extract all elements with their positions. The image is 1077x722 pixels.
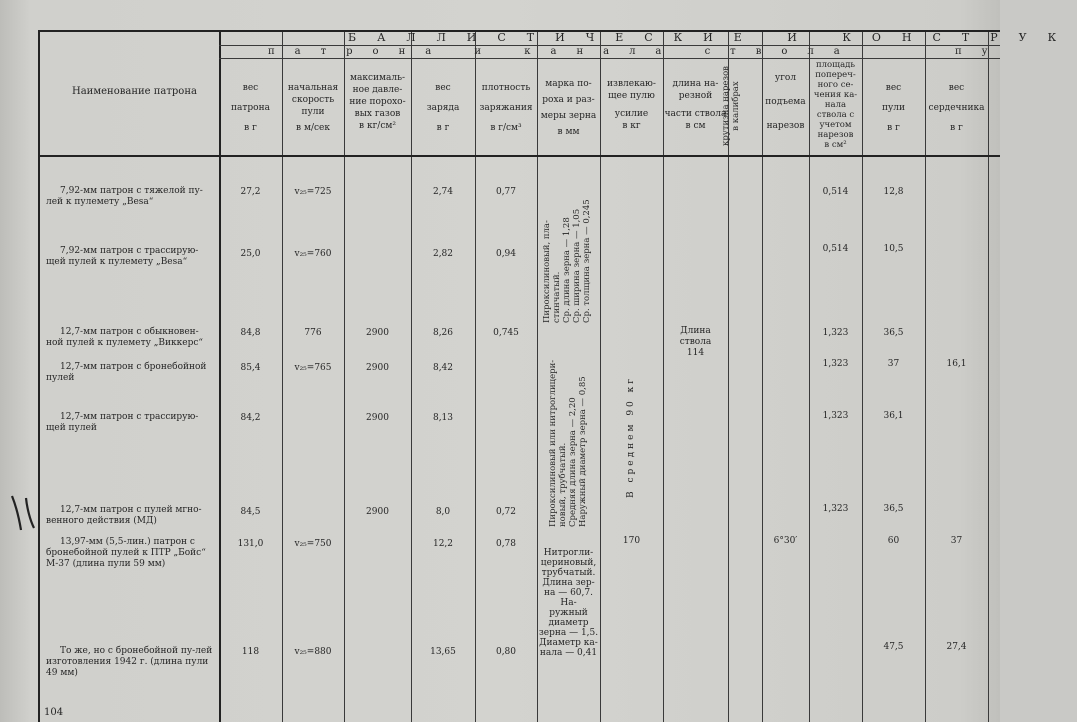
column-divider: [600, 30, 601, 722]
col-header-bore-area: площадь попереч- ного се- чения ка- нала ствола с учетом нарезов в см²: [813, 60, 858, 150]
row-3-velocity: v₂₅=765: [294, 363, 332, 373]
row-6-bullet-weight: 60: [887, 536, 900, 546]
row-7-density: 0,80: [495, 647, 517, 657]
table-border-left: [38, 30, 40, 722]
row-6-velocity: v₂₅=750: [294, 539, 332, 549]
row-1-velocity: v₂₅=760: [294, 249, 332, 259]
col-header-bullet-weight: вес пули в г: [881, 83, 905, 133]
row-2-bullet-weight: 36,5: [883, 328, 904, 338]
col-header-extraction: извлекаю- щее пулю усилие в кг: [607, 79, 656, 131]
row-4-name: 12,7-мм патрон с трассирую-щей пулей: [46, 412, 199, 433]
row-7-bullet-weight: 47,5: [883, 642, 904, 652]
col-header-charge: вес заряда в г: [426, 83, 460, 133]
header-rule: [219, 58, 1000, 59]
row-3-core-weight: 16,1: [946, 359, 967, 369]
row-7-weight: 118: [241, 647, 260, 657]
col-header-core-weight: вес сердечника в г: [928, 83, 985, 133]
row-4-charge: 8,13: [432, 413, 454, 423]
subgroup-cartridge: патрона и канала ствола: [268, 46, 860, 57]
row-5-charge: 8,0: [435, 507, 451, 517]
row-6-density: 0,78: [495, 539, 517, 549]
header-bottom-rule: [38, 155, 1000, 157]
row-6-core-weight: 37: [950, 536, 963, 546]
name-column-header: Наименование патрона: [72, 86, 197, 97]
col-header-twist: крутизна нарезов в калибрах: [721, 66, 741, 146]
row-0-area: 0,514: [822, 187, 849, 197]
page-number: 104: [44, 707, 64, 718]
row-6-charge: 12,2: [432, 539, 454, 549]
group-title: БАЛЛИСТИЧЕСКИЕ И КОНСТРУК: [348, 31, 1077, 44]
col-header-velocity: начальная скорость пули в м/сек: [287, 83, 339, 133]
row-2-density: 0,745: [493, 328, 519, 338]
extraction-average-note: В среднем 90 кг: [626, 376, 636, 498]
col-header-density: плотность заряжания в г/см³: [479, 83, 533, 133]
row-4-weight: 84,2: [240, 413, 261, 423]
col-header-weight: вес патрона в г: [231, 83, 270, 133]
row-7-velocity: v₂₅=880: [294, 647, 332, 657]
subgroup-bullet: пу: [955, 46, 1008, 57]
row-4-area: 1,323: [822, 411, 849, 421]
row-2-charge: 8,26: [432, 328, 454, 338]
row-4-bullet-weight: 36,1: [883, 411, 904, 421]
row-5-pressure: 2900: [366, 507, 389, 517]
powder-boys-note: Нитрогли- цериновый, трубчатый. Длина зер- на — 60,7. На- ружный диаметр зерна — 1,5. Диаметр ка- нала — 0,41: [538, 548, 599, 658]
column-divider: [762, 30, 763, 722]
row-0-charge: 2,74: [432, 187, 454, 197]
row-0-weight: 27,2: [240, 187, 261, 197]
row-6-weight: 131,0: [237, 539, 264, 549]
row-7-core-weight: 27,4: [946, 642, 967, 652]
row-1-area: 0,514: [822, 244, 849, 254]
row-6-twist-angle: 6°30′: [773, 536, 798, 546]
powder-besa-note: Пироксилиновый, пла- стинчатый. Ср. длина зерна — 1,28 Ср. ширина зерна — 1,05 Ср. толщина зерна — 0,245: [542, 199, 592, 323]
row-5-bullet-weight: 36,5: [883, 504, 904, 514]
column-divider: [344, 30, 345, 722]
row-3-weight: 85,4: [240, 363, 261, 373]
col-header-rifled-length: длина на- резной части ствола в см: [664, 79, 727, 131]
row-3-pressure: 2900: [366, 363, 389, 373]
col-header-powder: марка по- роха и раз- меры зерна в мм: [540, 79, 597, 137]
row-5-weight: 84,5: [240, 507, 261, 517]
row-1-bullet-weight: 10,5: [883, 244, 904, 254]
row-0-velocity: v₂₅=725: [294, 187, 332, 197]
column-divider: [663, 30, 664, 722]
row-5-density: 0,72: [495, 507, 517, 517]
col-header-pressure: максималь- ное давле- ние порохо- вых газов в кг/см²: [349, 73, 406, 131]
row-4-pressure: 2900: [366, 413, 389, 423]
row-7-name: То же, но с бронебойной пу-лей изготовления 1942 г. (длина пули 49 мм): [46, 646, 213, 678]
row-0-density: 0,77: [495, 187, 517, 197]
row-1-weight: 25,0: [240, 249, 261, 259]
row-6-extraction: 170: [622, 536, 641, 546]
row-3-charge: 8,42: [432, 363, 454, 373]
row-3-name: 12,7-мм патрон с бронебойной пулей: [46, 362, 207, 383]
margin-handwritten-mark-icon: [4, 492, 38, 534]
row-2-name: 12,7-мм патрон с обыкновен-ной пулей к пулемету „Виккерс“: [46, 327, 204, 348]
row-1-name: 7,92-мм патрон с трассирую-щей пулей к пулемету „Besa“: [46, 246, 199, 267]
row-2-pressure: 2900: [366, 328, 389, 338]
row-0-name: 7,92-мм патрон с тяжелой пу-лей к пулемету „Besa“: [46, 186, 203, 207]
barrel-length-note: Длина ствола 114: [679, 326, 712, 358]
col-header-rifling-angle: угол подъема нарезов: [765, 73, 806, 131]
row-3-area: 1,323: [822, 359, 849, 369]
column-divider: [988, 30, 989, 722]
row-0-bullet-weight: 12,8: [883, 187, 904, 197]
row-2-velocity: 776: [304, 328, 322, 338]
powder-127-note: Пироксилиновый или нитроглицери- новый, трубчатый. Средняя длина зерна — 2,20 Наружный диаметр зерна — 0,85: [548, 359, 588, 527]
row-1-density: 0,94: [495, 249, 517, 259]
row-7-charge: 13,65: [430, 647, 456, 657]
row-5-area: 1,323: [822, 504, 849, 514]
row-5-name: 12,7-мм патрон с пулей мгно-венного действия (МД): [46, 505, 202, 526]
row-1-charge: 2,82: [432, 249, 454, 259]
row-3-bullet-weight: 37: [887, 359, 900, 369]
row-2-area: 1,323: [822, 328, 849, 338]
row-6-name: 13,97-мм (5,5-лин.) патрон с бронебойной пулей к ПТР „Бойс“ М-37 (длина пули 59 мм): [46, 537, 206, 569]
row-2-weight: 84,8: [240, 328, 261, 338]
